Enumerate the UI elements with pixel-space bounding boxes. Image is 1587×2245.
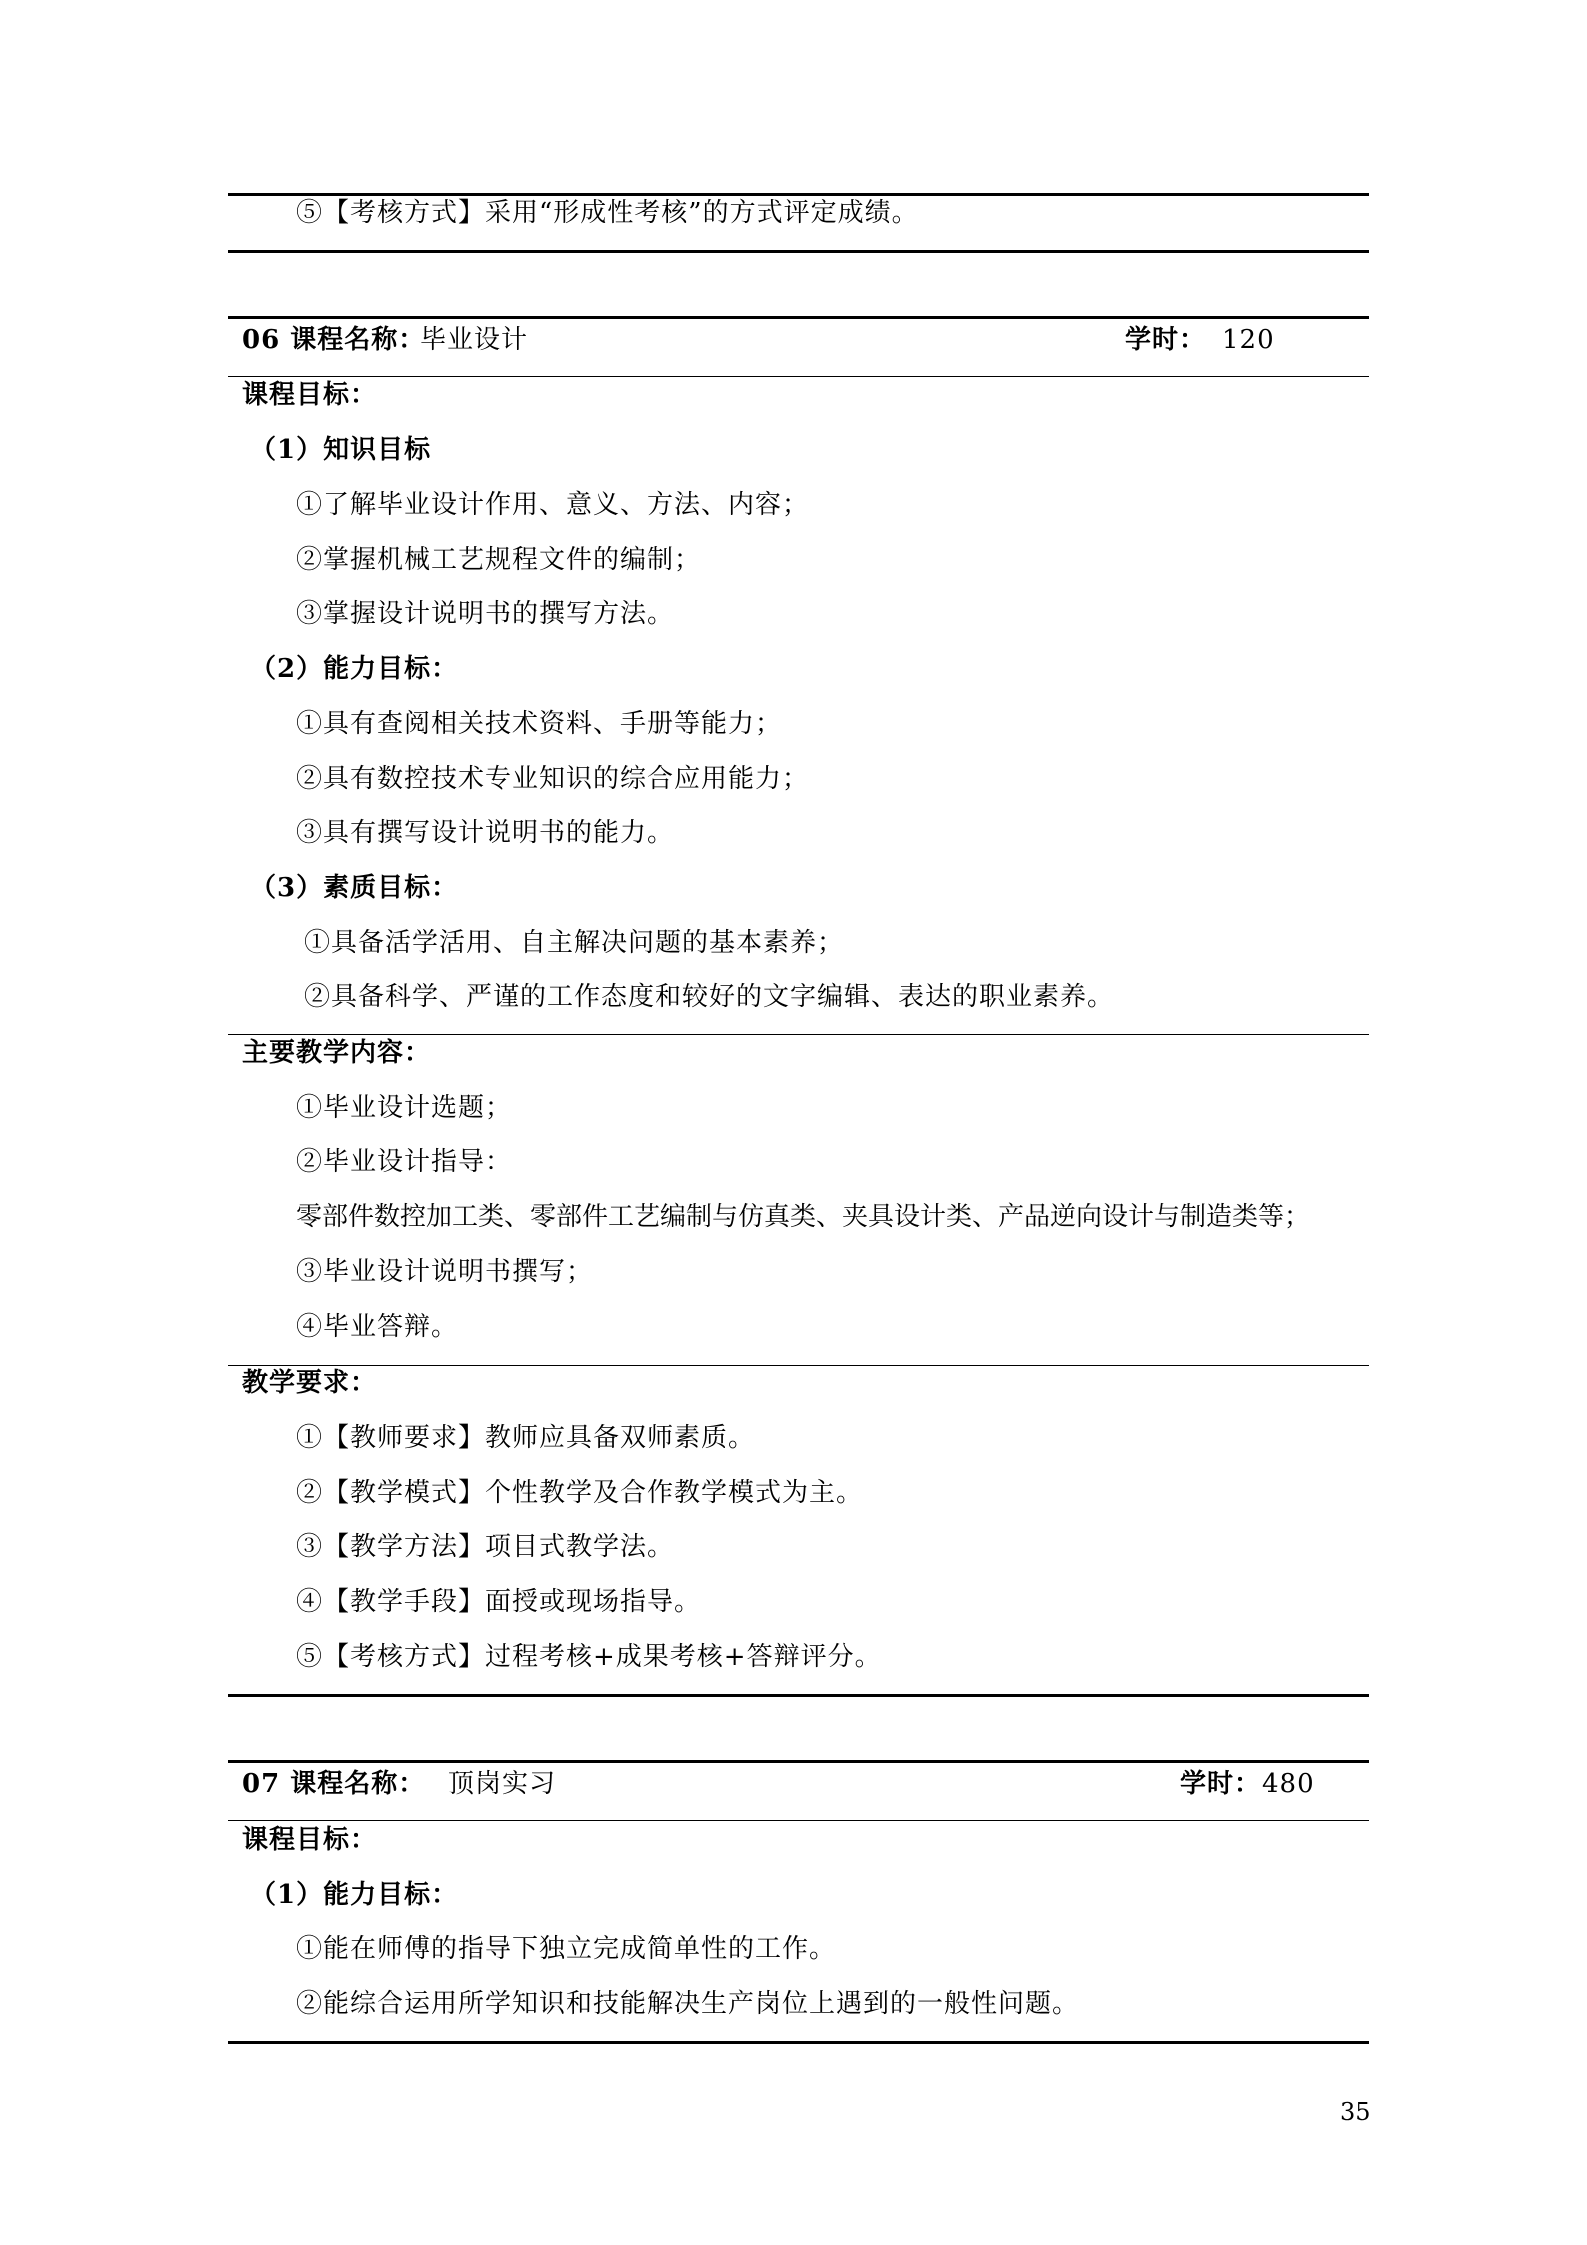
course06-content-end-rule — [228, 1365, 1369, 1366]
course06-ability-item: ①具有查阅相关技术资料、手册等能力； — [296, 709, 783, 739]
course06-content-item: ①毕业设计选题； — [296, 1093, 513, 1123]
course06-req-item: ⑤【考核方式】过程考核+成果考核+答辩评分。 — [296, 1642, 882, 1672]
course07-end-rule — [228, 2041, 1369, 2044]
course06-hours-label: 学时： — [1125, 325, 1207, 355]
course06-ability-heading: （2）能力目标： — [250, 654, 459, 684]
course07-goals-heading: 课程目标： — [242, 1825, 378, 1855]
course06-goals-heading: 课程目标： — [242, 380, 378, 410]
course06-quality-item: ②具备科学、严谨的工作态度和较好的文字编辑、表达的职业素养。 — [304, 982, 1115, 1012]
course06-goals-end-rule — [228, 1034, 1369, 1035]
course06-content-item: 零部件数控加工类、零部件工艺编制与仿真类、夹具设计类、产品逆向设计与制造类等； — [296, 1202, 1311, 1232]
course07-hours-label: 学时： — [1180, 1769, 1262, 1799]
course06-knowledge-heading: （1）知识目标 — [250, 435, 432, 465]
course06-knowledge-item: ③掌握设计说明书的撰写方法。 — [296, 599, 675, 629]
prev-assessment: ⑤【考核方式】采用“形成性考核”的方式评定成绩。 — [296, 198, 919, 228]
course07-header-rule — [228, 1820, 1369, 1821]
course07-name: 顶岗实习 — [448, 1769, 557, 1799]
course07-ability-heading: （1）能力目标： — [250, 1880, 459, 1910]
course06-end-rule — [228, 1694, 1369, 1697]
course06-name: 毕业设计 — [420, 325, 529, 355]
course06-req-item: ②【教学模式】个性教学及合作教学模式为主。 — [296, 1478, 864, 1508]
course06-ability-item: ②具有数控技术专业知识的综合应用能力； — [296, 764, 810, 794]
course06-hours: 120 — [1222, 325, 1275, 355]
course06-req-heading: 教学要求： — [242, 1368, 378, 1398]
course06-quality-item: ①具备活学活用、自主解决问题的基本素养； — [304, 928, 845, 958]
course06-ability-item: ③具有撰写设计说明书的能力。 — [296, 818, 675, 848]
course06-top-rule — [228, 316, 1369, 319]
course06-req-item: ①【教师要求】教师应具备双师素质。 — [296, 1423, 756, 1453]
course06-content-heading: 主要教学内容： — [242, 1038, 432, 1068]
course06-content-item: ③毕业设计说明书撰写； — [296, 1257, 594, 1287]
course06-name-label: 06 课程名称： — [242, 325, 426, 355]
course07-hours: 480 — [1262, 1769, 1315, 1799]
course07-ability-item: ①能在师傅的指导下独立完成简单性的工作。 — [296, 1934, 837, 1964]
course07-top-rule — [228, 1760, 1369, 1763]
course06-req-item: ④【教学手段】面授或现场指导。 — [296, 1587, 702, 1617]
course06-header-rule — [228, 376, 1369, 377]
course06-quality-heading: （3）素质目标： — [250, 873, 459, 903]
prev-end-rule — [228, 250, 1369, 253]
course06-content-item: ④毕业答辩。 — [296, 1312, 459, 1342]
course07-ability-item: ②能综合运用所学知识和技能解决生产岗位上遇到的一般性问题。 — [296, 1989, 1080, 2019]
course07-name-label: 07 课程名称： — [242, 1769, 426, 1799]
course06-req-item: ③【教学方法】项目式教学法。 — [296, 1532, 675, 1562]
course06-knowledge-item: ②掌握机械工艺规程文件的编制； — [296, 545, 702, 575]
course06-knowledge-item: ①了解毕业设计作用、意义、方法、内容； — [296, 490, 810, 520]
course06-content-item: ②毕业设计指导： — [296, 1147, 513, 1177]
page-number: 35 — [1340, 2098, 1371, 2126]
